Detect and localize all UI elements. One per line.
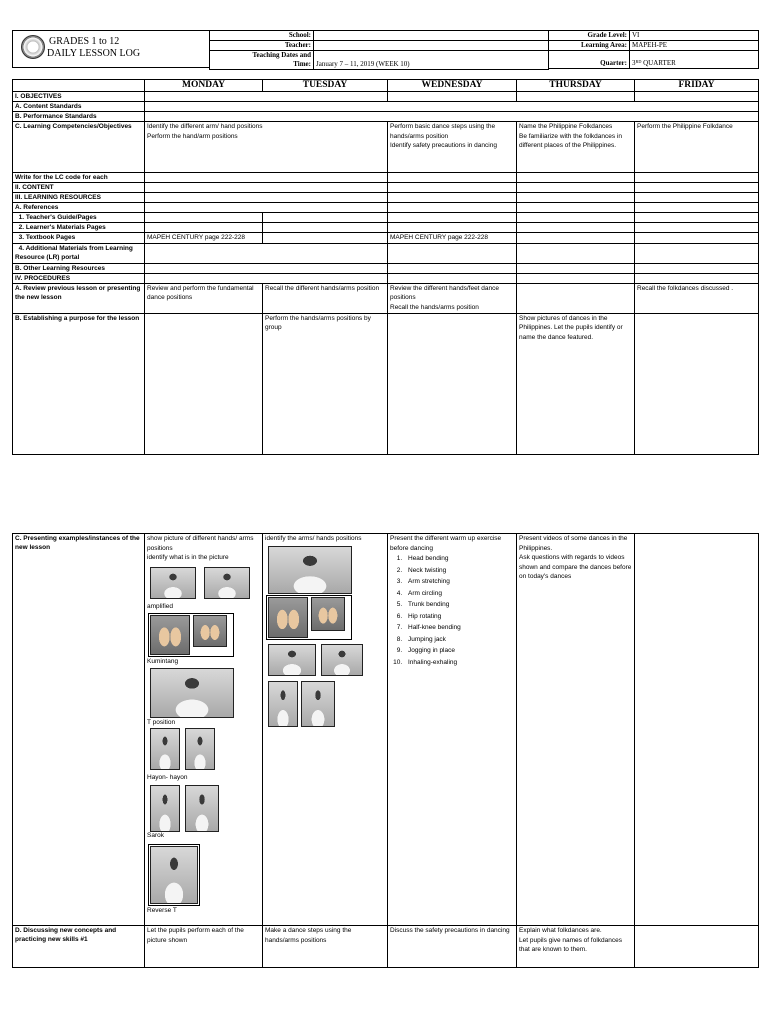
photo-hayon-1 bbox=[150, 728, 180, 770]
photo-reverse-t bbox=[150, 846, 198, 904]
competency-mon-tue: Identify the different arm/ hand positions Perform the hand/arm positions bbox=[145, 122, 388, 173]
day-thursday: THURSDAY bbox=[517, 80, 635, 92]
logo-title-box bbox=[12, 30, 210, 68]
photo-t-position bbox=[150, 668, 234, 718]
photo-tue-4 bbox=[321, 644, 363, 676]
table-row bbox=[13, 213, 759, 223]
row-label-textbook-pages: 3. Textbook Pages bbox=[13, 233, 145, 244]
day-header-row bbox=[13, 80, 759, 92]
list-item: 3. Arm stretching bbox=[404, 576, 514, 588]
area-label: Learning Area: bbox=[549, 41, 630, 51]
review-wed: Review the different hands/feet dance positions Recall the hands/arms position bbox=[388, 283, 517, 313]
dates-label: Teaching Dates and Time: bbox=[210, 51, 314, 70]
list-item: 2. Neck twisting bbox=[404, 565, 514, 577]
photo-tue-3 bbox=[268, 644, 316, 676]
row-label-learners-materials: 2. Learner's Materials Pages bbox=[13, 223, 145, 233]
presenting-mon-cell bbox=[145, 534, 263, 926]
table-row bbox=[13, 193, 759, 203]
presenting-wed-text: Present the different warm up exercise before dancing bbox=[390, 535, 502, 552]
row-label-learning-competencies: C. Learning Competencies/Objectives bbox=[13, 122, 145, 173]
row-label-objectives: I. OBJECTIVES bbox=[13, 92, 145, 102]
presenting-mon-text: show picture of different hands/ arms positions identify what is in the picture bbox=[147, 535, 254, 561]
review-mon: Review and perform the fundamental dance positions bbox=[145, 283, 263, 313]
table-row bbox=[13, 92, 759, 102]
presenting-tue-text: identify the arms/ hands positions bbox=[265, 535, 362, 542]
row-label-presenting: C. Presenting examples/instances of the new lesson bbox=[13, 534, 145, 926]
table-row bbox=[13, 273, 759, 283]
row-label-procedures: IV. PROCEDURES bbox=[13, 273, 145, 283]
lesson-log-table bbox=[12, 79, 759, 455]
textbook-wed: MAPEH CENTURY page 222-228 bbox=[388, 233, 517, 244]
caption-amplified: amplified bbox=[147, 603, 174, 610]
table-row bbox=[13, 534, 759, 926]
day-friday: FRIDAY bbox=[635, 80, 759, 92]
discussing-mon: Let the pupils perform each of the picture shown bbox=[145, 926, 263, 968]
table-row bbox=[13, 173, 759, 183]
presenting-thu: Present videos of some dances in the Philippines. Ask questions with regards to videos shown and compare the dances before on today's dances bbox=[517, 534, 635, 926]
warmup-list bbox=[390, 553, 514, 668]
row-label-references: A. References bbox=[13, 203, 145, 213]
teacher-value bbox=[314, 41, 549, 51]
title-line-2: DAILY LESSON LOG bbox=[47, 48, 141, 59]
day-tuesday: TUESDAY bbox=[263, 80, 388, 92]
row-label-additional-materials: 4. Additional Materials from Learning Resource (LR) portal bbox=[13, 243, 145, 263]
discussing-tue: Make a dance steps using the hands/arms positions bbox=[263, 926, 388, 968]
photo-tue-5 bbox=[268, 681, 298, 727]
table-row bbox=[13, 183, 759, 193]
photo-hayon-2 bbox=[185, 728, 215, 770]
photo-kumintang-2 bbox=[193, 615, 227, 647]
table-row bbox=[13, 283, 759, 313]
corner-cell bbox=[13, 80, 145, 92]
table-row bbox=[13, 122, 759, 173]
table-row bbox=[13, 313, 759, 454]
photo-amplified-1 bbox=[150, 567, 196, 599]
row-label-review: A. Review previous lesson or presenting the new lesson bbox=[13, 283, 145, 313]
photo-amplified-2 bbox=[204, 567, 250, 599]
day-monday: MONDAY bbox=[145, 80, 263, 92]
row-label-content-standards: A. Content Standards bbox=[13, 102, 145, 112]
presenting-tue-cell bbox=[263, 534, 388, 926]
table-row bbox=[13, 263, 759, 273]
caption-hayon-hayon: Hayon- hayon bbox=[147, 774, 188, 781]
area-value: MAPEH-PE bbox=[630, 41, 759, 51]
photo-tue-1 bbox=[268, 546, 352, 594]
title-line-1: GRADES 1 to 12 bbox=[49, 36, 120, 47]
quarter-value: 3ᴿᴰ QUARTER bbox=[630, 51, 759, 69]
caption-sarok: Sarok bbox=[147, 832, 164, 839]
row-label-learning-resources: III. LEARNING RESOURCES bbox=[13, 193, 145, 203]
table-row bbox=[13, 926, 759, 968]
grade-label: Grade Level: bbox=[549, 31, 630, 41]
teacher-label: Teacher: bbox=[210, 41, 314, 51]
row-label-other-resources: B. Other Learning Resources bbox=[13, 263, 145, 273]
table-row bbox=[13, 203, 759, 213]
purpose-tue: Perform the hands/arms positions by group bbox=[263, 313, 388, 454]
list-item: 5. Trunk bending bbox=[404, 599, 514, 611]
photo-sarok-1 bbox=[150, 785, 180, 832]
table-row bbox=[13, 223, 759, 233]
lesson-log-table-continued bbox=[12, 533, 759, 968]
row-label-teachers-guide: 1. Teacher's Guide/Pages bbox=[13, 213, 145, 223]
list-item: 8. Jumping jack bbox=[404, 634, 514, 646]
photo-tue-hands-2 bbox=[311, 597, 345, 631]
list-item: 10. Inhaling-exhaling bbox=[404, 657, 514, 669]
header-grade-table bbox=[548, 30, 759, 69]
textbook-mon: MAPEH CENTURY page 222-228 bbox=[145, 233, 263, 244]
caption-reverse-t: Reverse T bbox=[147, 907, 177, 914]
grade-value: VI bbox=[630, 31, 759, 41]
list-item: 1. Head bending bbox=[404, 553, 514, 565]
row-label-lc-code: Write for the LC code for each bbox=[13, 173, 145, 183]
day-wednesday: WEDNESDAY bbox=[388, 80, 517, 92]
competency-wed: Perform basic dance steps using the hands/arms position Identify safety precautions in dancing bbox=[388, 122, 517, 173]
discussing-thu: Explain what folkdances are. Let pupils give names of folkdances that are known to them. bbox=[517, 926, 635, 968]
discussing-wed: Discuss the safety precautions in dancing bbox=[388, 926, 517, 968]
caption-kumintang: Kumintang bbox=[147, 658, 179, 665]
list-item: 9. Jogging in place bbox=[404, 645, 514, 657]
caption-t-position: T position bbox=[147, 719, 176, 726]
list-item: 6. Hip rotating bbox=[404, 611, 514, 623]
row-label-discussing: D. Discussing new concepts and practicing new skills #1 bbox=[13, 926, 145, 968]
photo-sarok-2 bbox=[185, 785, 219, 832]
table-row bbox=[13, 112, 759, 122]
row-label-purpose: B. Establishing a purpose for the lesson bbox=[13, 313, 145, 454]
review-tue: Recall the different hands/arms position bbox=[263, 283, 388, 313]
table-row bbox=[13, 243, 759, 263]
presenting-wed-cell bbox=[388, 534, 517, 926]
review-fri: Recall the folkdances discussed . bbox=[635, 283, 759, 313]
photo-tue-6 bbox=[301, 681, 335, 727]
table-row bbox=[13, 233, 759, 244]
competency-fri: Perform the Philippine Folkdance bbox=[635, 122, 759, 173]
school-value bbox=[314, 31, 549, 41]
school-label: School: bbox=[210, 31, 314, 41]
photo-kumintang-1 bbox=[150, 615, 190, 655]
competency-thu: Name the Philippine Folkdances Be familiarize with the folkdances in different places of the Philippines. bbox=[517, 122, 635, 173]
photo-tue-hands-1 bbox=[268, 597, 308, 638]
header-info-table bbox=[209, 30, 549, 70]
list-item: 7. Half-knee bending bbox=[404, 622, 514, 634]
dates-value: January 7 – 11, 2019 (WEEK 10) bbox=[314, 51, 549, 70]
deped-seal-icon bbox=[21, 35, 45, 59]
quarter-label: Quarter: bbox=[549, 51, 630, 69]
list-item: 4. Arm circling bbox=[404, 588, 514, 600]
row-label-content: II. CONTENT bbox=[13, 183, 145, 193]
table-row bbox=[13, 102, 759, 112]
purpose-thu: Show pictures of dances in the Philippines. Let the pupils identify or name the dance featured. bbox=[517, 313, 635, 454]
row-label-performance-standards: B. Performance Standards bbox=[13, 112, 145, 122]
